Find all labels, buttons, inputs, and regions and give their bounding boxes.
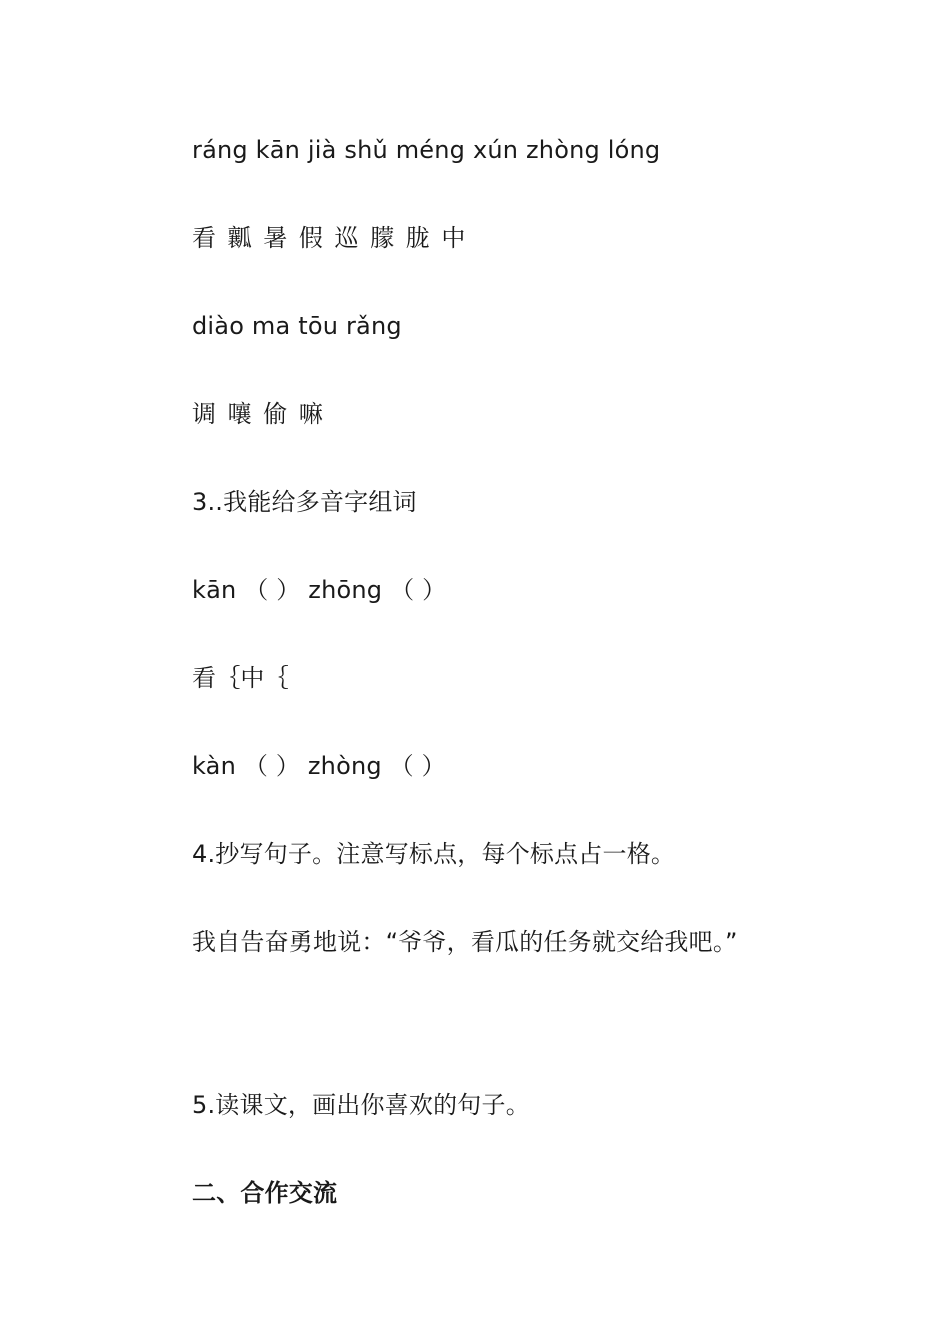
polyphone-hanzi-row: 看｛中｛	[192, 664, 289, 692]
copy-sentence: 我自告奋勇地说：“爷爷，看瓜的任务就交给我吧。”	[192, 928, 738, 956]
section-2-heading: 二、合作交流	[192, 1179, 338, 1207]
polyphone-pinyin-row-1: kān （ ） zhōng （ ）	[192, 576, 447, 604]
question-4-heading: 4.抄写句子。注意写标点，每个标点占一格。	[192, 840, 676, 868]
polyphone-pinyin-row-2: kàn （ ） zhòng （ ）	[192, 752, 446, 780]
question-3-heading: 3..我能给多音字组词	[192, 488, 417, 516]
hanzi-line-2: 调 嚷 偷 嘛	[192, 400, 325, 428]
pinyin-line-2: diào ma tōu rǎng	[192, 312, 402, 340]
hanzi-line-1: 看 瓤 暑 假 巡 朦 胧 中	[192, 224, 468, 252]
pinyin-line-1: ráng kān jià shǔ méng xún zhòng lóng	[192, 136, 661, 164]
question-5-heading: 5.读课文，画出你喜欢的句子。	[192, 1091, 530, 1119]
